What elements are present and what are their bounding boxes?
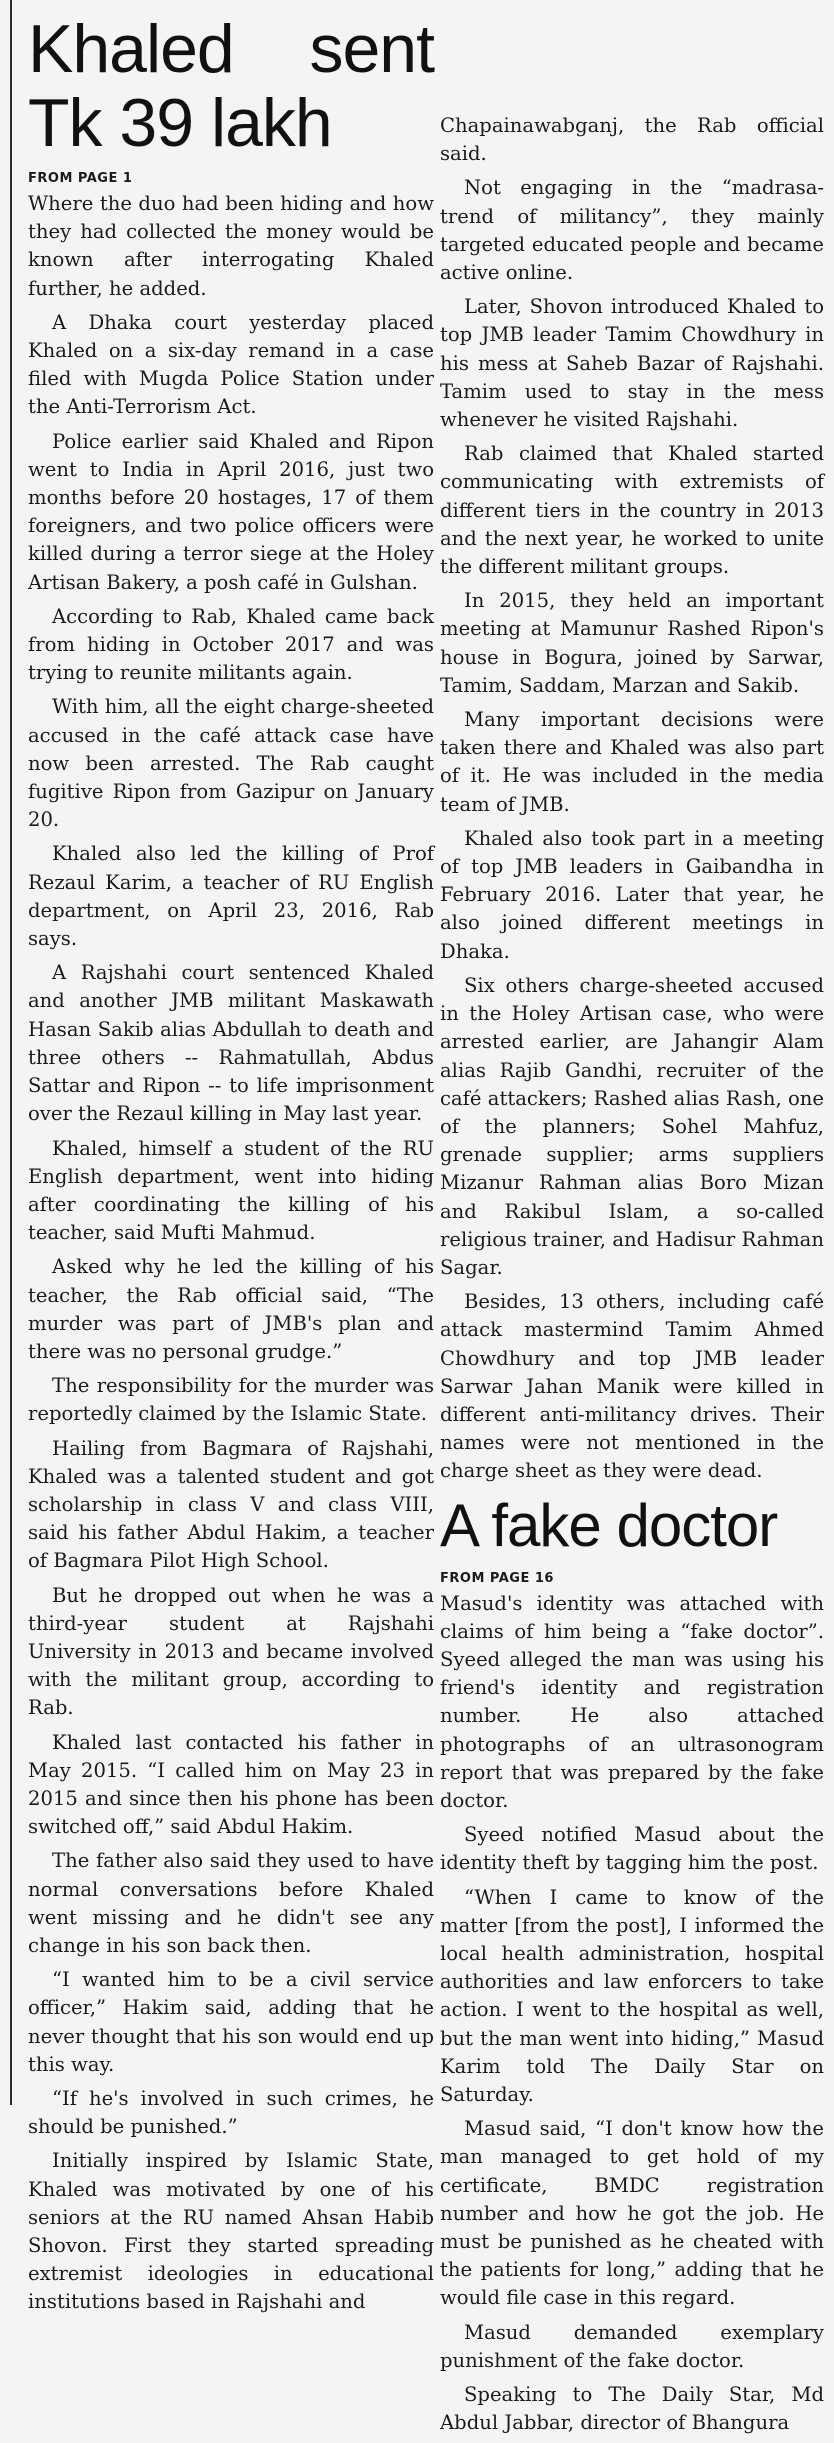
- paragraph: In 2015, they held an important meeting at Mamunur Rashed Ripon's house in Bogura, joined by Sarwar, Tamim, Saddam, Marzan and Sakib.: [440, 589, 824, 697]
- paragraph: “I wanted him to be a civil service officer,” Hakim said, adding that he never thought that his son would end up this way.: [28, 1968, 434, 2076]
- story1-left-column: [28, 0, 434, 2323]
- paragraph: Police earlier said Khaled and Ripon went to India in April 2016, just two months before 20 hostages, 17 of them foreigners, and two police officers were killed during a terror siege at the Holey Artisan Bakery, a posh café in Gulshan.: [28, 429, 434, 594]
- story1-dateline: FROM PAGE 1: [28, 171, 133, 186]
- paragraph: Masud said, “I don't know how the man managed to get hold of my certificate, BMDC registration number and how he got the job. He must be punished as he cheated with the patients for long,” adding that he would file case in this regard.: [440, 2117, 824, 2310]
- column-rule: [10, 0, 12, 2105]
- paragraph: Six others charge-sheeted accused in the Holey Artisan case, who were arrested earlier, are Jahangir Alam alias Rajib Gandhi, recruiter of the café attackers; Rashed alias Rash, one of the planners; Sohel Mahfuz, grenade supplier; arms suppliers Mizanur Rahman alias Boro Mizan and Rakibul Islam, a so-called religious trainer, and Hadisur Rahman Sagar.: [440, 973, 824, 1279]
- paragraph: Khaled, himself a student of the RU English department, went into hiding after coordinating the killing of his teacher, said Mufti Mahmud.: [28, 1136, 434, 1245]
- paragraph: Hailing from Bagmara of Rajshahi, Khaled was a talented student and got scholarship in class V and class VIII, said his father Abdul Hakim, a teacher of Bagmara Pilot High School.: [28, 1436, 434, 1573]
- paragraph: Khaled also took part in a meeting of top JMB leaders in Gaibandha in February 2016. Later that year, he also joined different meetings in Dhaka.: [440, 826, 824, 963]
- story1-right-column: [440, 112, 824, 2443]
- paragraph: Khaled also led the killing of Prof Rezaul Karim, a teacher of RU English department, on April 23, 2016, Rab says.: [28, 842, 434, 951]
- paragraph: Rab claimed that Khaled started communicating with extremists of different tiers in the country in 2013 and the next year, he worked to unite the different militant groups.: [440, 442, 824, 579]
- paragraph: Many important decisions were taken there and Khaled was also part of it. He was included in the media team of JMB.: [440, 708, 824, 816]
- paragraph: Besides, 13 others, including café attack mastermind Tamim Ahmed Chowdhury and top JMB leader Sarwar Jahan Manik were killed in different anti-militancy drives. Their names were not mentioned in the charge sheet as they were dead.: [440, 1290, 824, 1483]
- paragraph: “If he's involved in such crimes, he should be punished.”: [28, 2087, 434, 2139]
- paragraph: Khaled last contacted his father in May 2015. “I called him on May 23 in 2015 and since then his phone has been switched off,” said Abdul Hakim.: [28, 1730, 434, 1839]
- story2-dateline: FROM PAGE 16: [440, 1570, 554, 1586]
- story1-headline: Khaled sent Tk 39 lakh: [28, 11, 434, 161]
- paragraph: With him, all the eight charge-sheeted accused in the café attack case have now been arrested. The Rab caught fugitive Ripon from Gazipur on January 20.: [28, 695, 434, 832]
- paragraph: The father also said they used to have normal conversations before Khaled went missing and he didn't see any change in his son back then.: [28, 1849, 434, 1957]
- paragraph: The responsibility for the murder was reportedly claimed by the Islamic State.: [28, 1374, 434, 1426]
- paragraph: Where the duo had been hiding and how they had collected the money would be known after interrogating Khaled further, he added.: [28, 192, 434, 300]
- paragraph: A Dhaka court yesterday placed Khaled on a six-day remand in a case filed with Mugda Police Station under the Anti-Terrorism Act.: [28, 310, 434, 419]
- paragraph: Initially inspired by Islamic State, Khaled was motivated by one of his seniors at the RU named Ahsan Habib Shovon. First they started spreading extremist ideologies in educational institutions based in Rajshahi and: [28, 2149, 434, 2314]
- paragraph: Masud demanded exemplary punishment of the fake doctor.: [440, 2320, 824, 2372]
- paragraph: Syeed notified Masud about the identity theft by tagging him the post.: [440, 1823, 824, 1875]
- paragraph: Masud's identity was attached with claims of him being a “fake doctor”. Syeed alleged the man was using his friend's identity and registration number. He also attached photographs of an ultrasonogram report that was prepared by the fake doctor.: [440, 1591, 824, 1812]
- paragraph: Speaking to The Daily Star, Md Abdul Jabbar, director of Bhangura: [440, 2383, 824, 2435]
- paragraph: But he dropped out when he was a third-year student at Rajshahi University in 2013 and became involved with the militant group, according to Rab.: [28, 1583, 434, 1720]
- story2-headline: A fake doctor: [440, 1491, 778, 1559]
- paragraph: A Rajshahi court sentenced Khaled and another JMB militant Maskawath Hasan Sakib alias Abdullah to death and three others -- Rahmatullah, Abdus Sattar and Ripon -- to life imprisonment over the Rezaul killing in May last year.: [28, 961, 434, 1126]
- paragraph: Later, Shovon introduced Khaled to top JMB leader Tamim Chowdhury in his mess at Saheb Bazar of Rajshahi. Tamim used to stay in the mess whenever he visited Rajshahi.: [440, 295, 824, 432]
- paragraph: “When I came to know of the matter [from the post], I informed the local health administration, hospital authorities and law enforcers to take action. I went to the hospital as well, but the man went into hiding,” Masud Karim told The Daily Star on Saturday.: [440, 1885, 824, 2106]
- paragraph: According to Rab, Khaled came back from hiding in October 2017 and was trying to reunite militants again.: [28, 604, 434, 685]
- paragraph: Not engaging in the “madrasa-trend of militancy”, they mainly targeted educated people and became active online.: [440, 176, 824, 285]
- paragraph: Asked why he led the killing of his teacher, the Rab official said, “The murder was part of JMB's plan and there was no personal grudge.”: [28, 1255, 434, 1363]
- paragraph-continuation: Chapainawabganj, the Rab official said.: [440, 114, 824, 166]
